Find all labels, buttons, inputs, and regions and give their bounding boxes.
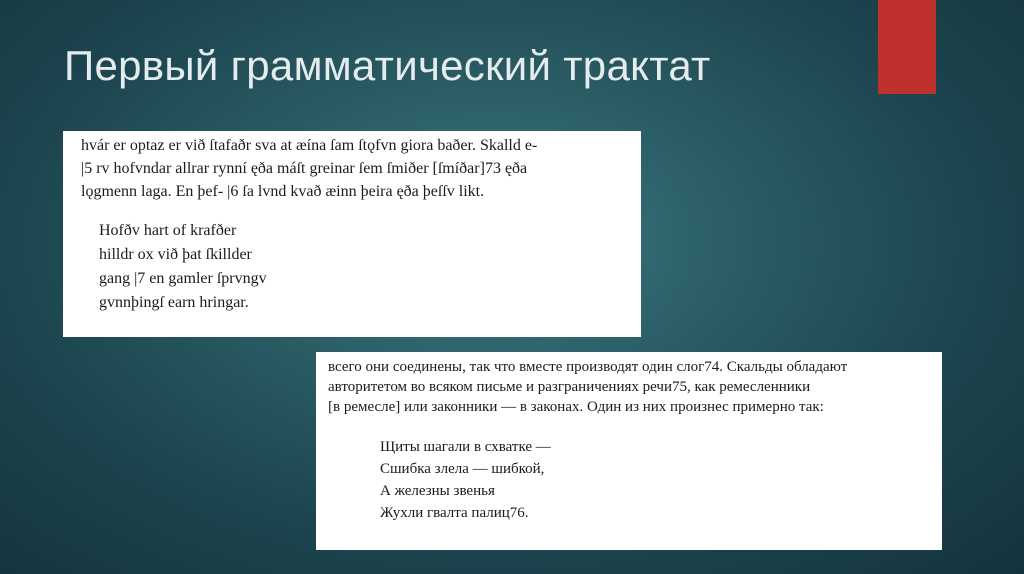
verse-line: Щиты шагали в схватке —: [380, 439, 551, 455]
verse-line: gang |7 en gamler ſprvngv: [99, 270, 267, 287]
prose-line: всего они соединены, так что вместе производят один слог74. Скальды обладают: [328, 359, 848, 375]
red-accent-bar: [878, 0, 936, 94]
prose-line: |5 rv hofvndar allrar rynní ęða máſt greinar ſem ſmiðer [ſmíðar]73 ęða: [81, 160, 528, 177]
russian-prose: [328, 357, 928, 417]
verse-line: hilldr ox við þat ſkillder: [99, 246, 252, 263]
verse-line: Hofðv hart of krafðer: [99, 222, 237, 239]
verse-line: А железны звенья: [380, 483, 495, 499]
prose-line: [в ремесле] или законники — в законах. Один из них произнес примерно так:: [328, 399, 824, 415]
slide-title: Первый грамматический трактат: [64, 42, 711, 89]
old-norse-text-panel: [63, 131, 641, 337]
prose-line: авторитетом во всяком письме и разграничениях речи75, как ремесленники: [328, 379, 811, 395]
verse-line: Жухли гвалта палиц76.: [380, 505, 529, 521]
verse-line: gvnnþingſ earn hringar.: [99, 294, 249, 311]
old-norse-verse: [99, 219, 627, 315]
old-norse-prose: [81, 134, 627, 203]
prose-line: hvár er optaz er við ſtafaðr sva at æína ſam ſtǫfvn giora baðer. Skalld e-: [81, 137, 538, 154]
russian-translation-panel: [316, 352, 942, 550]
prose-line: lǫgmenn laga. En þef- |6 ſa lvnd kvað æinn þeira ęða þeſſv likt.: [81, 183, 485, 200]
verse-line: Сшибка злела — шибкой,: [380, 461, 545, 477]
russian-verse: [380, 436, 928, 524]
